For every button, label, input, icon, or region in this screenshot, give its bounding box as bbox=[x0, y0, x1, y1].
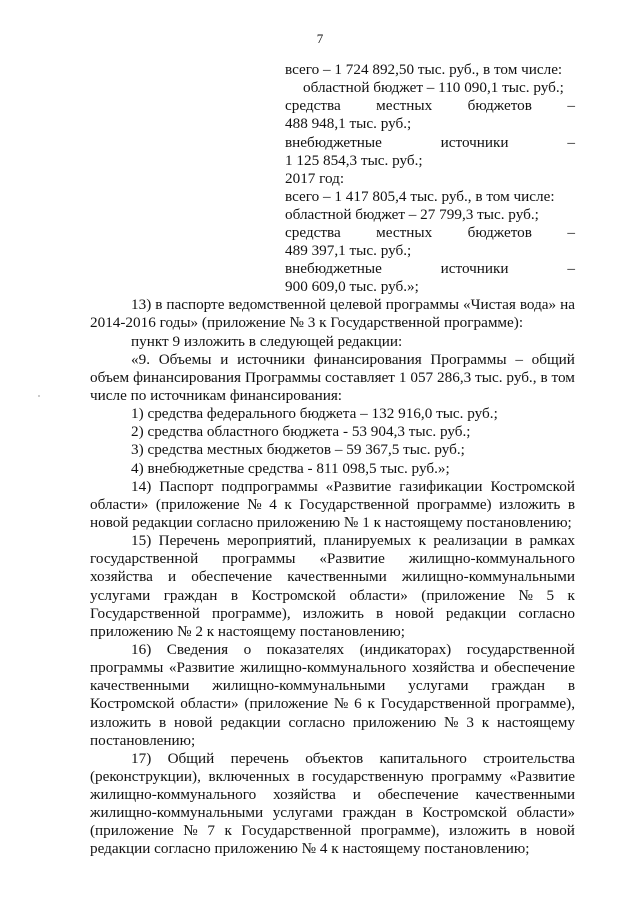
total-2017: всего – 1 417 805,4 тыс. руб., в том числе: bbox=[285, 188, 555, 205]
word: согласно bbox=[288, 714, 346, 731]
word: 5 bbox=[546, 587, 555, 604]
word: средства bbox=[285, 97, 341, 114]
body-line bbox=[131, 296, 575, 314]
word: «Развитие bbox=[168, 659, 235, 676]
word: 3 bbox=[466, 714, 474, 731]
word: государственную bbox=[312, 768, 424, 785]
word: к bbox=[418, 532, 426, 549]
word: Костромской bbox=[490, 478, 575, 495]
word: 13) bbox=[131, 296, 152, 313]
word: (приложение bbox=[90, 822, 174, 839]
word: Паспорт bbox=[159, 478, 214, 495]
word: программе), bbox=[360, 822, 440, 839]
word: – bbox=[567, 260, 575, 277]
body-line bbox=[90, 768, 575, 786]
word: (приложение bbox=[244, 695, 329, 712]
word: (индикаторах) bbox=[359, 641, 452, 658]
word: (приложение bbox=[155, 496, 240, 513]
extra-budget-2016-amount: 1 125 854,3 тыс. руб.; bbox=[285, 152, 423, 169]
word: тыс. bbox=[475, 369, 503, 386]
word: в bbox=[297, 768, 305, 785]
word: объем bbox=[90, 369, 130, 386]
word: финансирования bbox=[313, 351, 422, 368]
word: к bbox=[284, 496, 292, 513]
word: бюджетов bbox=[467, 224, 532, 241]
word: области» bbox=[180, 695, 239, 712]
word: изложить bbox=[90, 714, 152, 731]
word: мероприятий, bbox=[227, 532, 317, 549]
word: в bbox=[567, 677, 575, 694]
word: услугами bbox=[272, 804, 333, 821]
local-budget-2016-amount: 488 948,1 тыс. руб.; bbox=[285, 115, 412, 132]
regional-budget-2016: областной бюджет – 110 090,1 тыс. руб.; bbox=[303, 79, 564, 96]
word: паспорте bbox=[166, 296, 225, 313]
word: программы bbox=[385, 296, 460, 313]
extra-budget-2017-amount: 900 609,0 тыс. руб.»; bbox=[285, 278, 419, 295]
word: Костромской bbox=[422, 804, 508, 821]
total-2016: всего – 1 724 892,50 тыс. руб., в том числе: bbox=[285, 61, 563, 78]
word: государственной bbox=[90, 550, 199, 567]
body-line bbox=[131, 532, 575, 550]
word: граждан bbox=[342, 804, 397, 821]
word: к bbox=[481, 714, 490, 731]
word: составляет bbox=[325, 369, 395, 386]
word: 7 bbox=[207, 822, 215, 839]
word: программу bbox=[431, 768, 502, 785]
word: программы bbox=[222, 550, 296, 567]
word: качественными bbox=[90, 677, 190, 694]
body-line bbox=[90, 568, 575, 586]
year-2017: 2017 год: bbox=[285, 170, 345, 187]
word: том bbox=[551, 369, 575, 386]
word: средства bbox=[285, 224, 341, 241]
body-line bbox=[90, 369, 575, 387]
word: Общий bbox=[167, 750, 215, 767]
word: Программы bbox=[430, 351, 507, 368]
body-line bbox=[90, 695, 575, 713]
word: в bbox=[155, 296, 163, 313]
word: к bbox=[367, 695, 375, 712]
word: 057 bbox=[410, 369, 434, 386]
word: программе), bbox=[211, 605, 291, 622]
word: планируемых bbox=[323, 532, 412, 549]
word: строительства bbox=[483, 750, 575, 767]
body-line: редакции согласно приложению № 4 к настоящему постановлению; bbox=[90, 840, 530, 857]
word: граждан bbox=[491, 677, 545, 694]
word: перечень bbox=[230, 750, 289, 767]
word: вода» bbox=[519, 296, 557, 313]
word: в bbox=[514, 532, 523, 549]
word: № bbox=[444, 714, 459, 731]
word: целевой bbox=[329, 296, 382, 313]
word: № bbox=[333, 695, 349, 712]
word: жилищно-коммунальными bbox=[212, 677, 386, 694]
body-line bbox=[90, 605, 575, 623]
word: подпрограммы bbox=[221, 478, 318, 495]
body-line: числе по источникам финансирования: bbox=[90, 387, 343, 404]
word: жилищно-коммунального bbox=[90, 786, 257, 803]
local-budget-2016-row bbox=[285, 97, 575, 115]
word: изложить bbox=[302, 605, 364, 622]
body-line bbox=[90, 677, 575, 695]
word: № bbox=[247, 496, 262, 513]
body-line bbox=[90, 659, 575, 677]
word: источники bbox=[237, 351, 305, 368]
word: источники bbox=[440, 134, 509, 151]
word: о bbox=[243, 641, 252, 658]
extra-budget-2017-row bbox=[285, 260, 575, 278]
word: программе), bbox=[496, 695, 575, 712]
word: в bbox=[540, 369, 548, 386]
word: качественными bbox=[287, 568, 387, 585]
word: в bbox=[230, 587, 238, 604]
word: редакции bbox=[220, 714, 281, 731]
word: объектов bbox=[305, 750, 364, 767]
word: и bbox=[220, 351, 229, 368]
word: программы bbox=[90, 659, 164, 676]
body-line bbox=[90, 804, 575, 822]
word: жилищно-коммунального bbox=[408, 550, 575, 567]
word: 15) bbox=[131, 532, 152, 549]
word: к bbox=[567, 587, 575, 604]
word: обеспечение bbox=[191, 568, 273, 585]
word: (приложение bbox=[421, 587, 505, 604]
word: местных bbox=[376, 97, 433, 114]
body-line bbox=[90, 550, 575, 568]
word: в bbox=[375, 605, 384, 622]
word: Костромской bbox=[90, 695, 175, 712]
local-budget-2017-row bbox=[285, 224, 575, 242]
word: «Развитие bbox=[319, 550, 385, 567]
word: новой bbox=[536, 822, 575, 839]
body-line: приложению № 2 к настоящему постановлению; bbox=[90, 623, 405, 640]
word: местных bbox=[376, 224, 433, 241]
word: в bbox=[519, 822, 527, 839]
word: изложить bbox=[449, 822, 511, 839]
word: и bbox=[352, 786, 361, 803]
body-line: 1) средства федерального бюджета – 132 916,0 тыс. руб.; bbox=[131, 405, 498, 422]
body-line bbox=[90, 496, 575, 514]
word: в bbox=[158, 714, 167, 731]
word: граждан bbox=[163, 587, 218, 604]
word: – bbox=[567, 224, 575, 241]
word: внебюджетные bbox=[285, 260, 382, 277]
body-line: 2014-2016 годы» (приложение № 3 к Государственной программе): bbox=[90, 314, 524, 331]
body-line: новой редакции согласно приложению № 1 к настоящему постановлению; bbox=[90, 514, 572, 531]
scan-speck bbox=[38, 395, 40, 397]
word: новой bbox=[173, 714, 213, 731]
word: программе) bbox=[416, 496, 492, 513]
word: и bbox=[167, 568, 177, 585]
word: жилищно-коммунальными bbox=[90, 804, 264, 821]
word: газификации bbox=[399, 478, 483, 495]
body-line: пункт 9 изложить в следующей редакции: bbox=[131, 333, 403, 350]
word: Государственной bbox=[299, 496, 410, 513]
page-number: 7 bbox=[316, 31, 324, 46]
word: реализации bbox=[433, 532, 508, 549]
word: Государственной bbox=[380, 695, 491, 712]
word: 14) bbox=[131, 478, 152, 495]
word: в bbox=[567, 496, 575, 513]
word: и bbox=[480, 659, 489, 676]
body-line bbox=[131, 478, 575, 496]
body-line: 4) внебюджетные средства - 811 098,5 тыс. руб.»; bbox=[131, 460, 450, 477]
word: Программы bbox=[244, 369, 322, 386]
word: 1 bbox=[398, 369, 407, 386]
word: на bbox=[560, 296, 575, 313]
word: хозяйства bbox=[411, 659, 475, 676]
body-line bbox=[90, 786, 575, 804]
word: 286,3 bbox=[437, 369, 472, 386]
word: области» bbox=[90, 496, 149, 513]
word: редакции bbox=[445, 605, 507, 622]
body-line bbox=[90, 822, 575, 840]
word: рамках bbox=[529, 532, 575, 549]
word: качественными bbox=[475, 786, 575, 803]
word: жилищно-коммунальными bbox=[401, 568, 575, 585]
word: Костромской bbox=[251, 587, 336, 604]
body-line bbox=[131, 750, 575, 768]
word: «Чистая bbox=[463, 296, 516, 313]
word: в bbox=[405, 804, 413, 821]
word: – bbox=[567, 97, 575, 114]
word: хозяйства bbox=[90, 568, 153, 585]
word: капитального bbox=[379, 750, 467, 767]
word: области» bbox=[349, 587, 408, 604]
word: общий bbox=[531, 351, 575, 368]
word: Сведения bbox=[166, 641, 229, 658]
word: к bbox=[224, 822, 232, 839]
word: услугами bbox=[408, 677, 469, 694]
word: 17) bbox=[131, 750, 152, 767]
word: Перечень bbox=[158, 532, 220, 549]
word: «9. bbox=[131, 351, 150, 368]
word: (реконструкции), bbox=[90, 768, 201, 785]
word: услугами bbox=[90, 587, 151, 604]
word: № bbox=[518, 587, 533, 604]
word: хозяйства bbox=[273, 786, 336, 803]
body-line: 2) средства областного бюджета - 53 904,3 тыс. руб.; bbox=[131, 423, 471, 440]
word: «Развитие bbox=[325, 478, 392, 495]
word: жилищно-коммунального bbox=[240, 659, 407, 676]
body-line bbox=[90, 587, 575, 605]
word: новой bbox=[395, 605, 434, 622]
word: – bbox=[515, 351, 523, 368]
word: 16) bbox=[131, 641, 152, 658]
word: настоящему bbox=[496, 714, 575, 731]
body-line bbox=[131, 351, 575, 369]
body-line: постановлению; bbox=[90, 732, 196, 749]
word: включенных bbox=[208, 768, 290, 785]
word: источники bbox=[440, 260, 509, 277]
word: Государственной bbox=[90, 605, 200, 622]
regional-budget-2017: областной бюджет – 27 799,3 тыс. руб.; bbox=[285, 206, 539, 223]
word: Государственной bbox=[241, 822, 352, 839]
body-line bbox=[131, 641, 575, 659]
word: 4 bbox=[269, 496, 277, 513]
word: приложению bbox=[352, 714, 437, 731]
word: Объемы bbox=[158, 351, 212, 368]
word: «Развитие bbox=[509, 768, 575, 785]
word: – bbox=[567, 134, 575, 151]
word: области» bbox=[516, 804, 575, 821]
word: бюджетов bbox=[467, 97, 532, 114]
word: изложить bbox=[499, 496, 561, 513]
body-line bbox=[90, 714, 575, 732]
word: ведомственной bbox=[228, 296, 326, 313]
word: показателях bbox=[266, 641, 345, 658]
extra-budget-2016-row bbox=[285, 134, 575, 152]
word: 6 bbox=[354, 695, 362, 712]
word: финансирования bbox=[133, 369, 242, 386]
word: № bbox=[183, 822, 198, 839]
word: согласно bbox=[518, 605, 575, 622]
word: государственной bbox=[466, 641, 575, 658]
word: обеспечение bbox=[494, 659, 575, 676]
body-line: 3) средства местных бюджетов – 59 367,5 тыс. руб.; bbox=[131, 441, 465, 458]
word: обеспечение bbox=[377, 786, 459, 803]
word: внебюджетные bbox=[285, 134, 382, 151]
local-budget-2017-amount: 489 397,1 тыс. руб.; bbox=[285, 242, 412, 259]
word: руб., bbox=[506, 369, 537, 386]
